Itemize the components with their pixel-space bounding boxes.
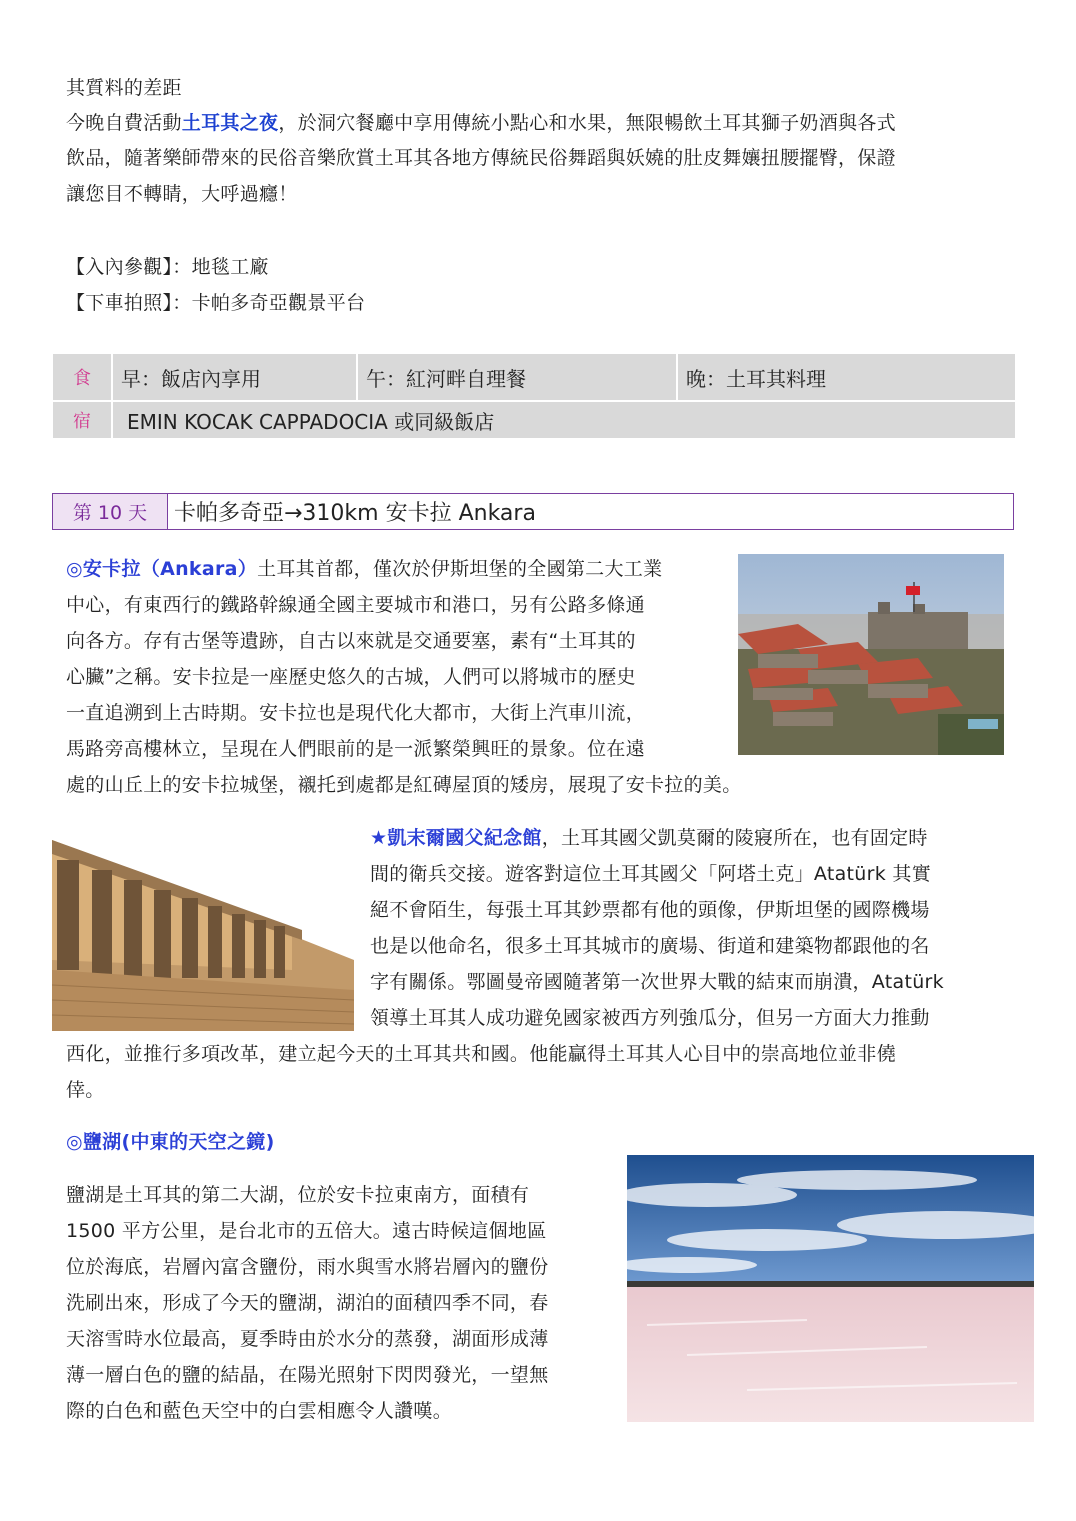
saltlake-line-7: 際的白色和藍色天空中的白雲相應令人讚嘆。 [66,1400,453,1422]
lunch-cell: 午：紅河畔自理餐 [358,354,678,400]
ataturk-line-2: 間的衛兵交接。遊客對這位土耳其國父「阿塔土克」Atatürk 其實 [370,863,932,885]
ataturk-line-6: 領導土耳其人成功避免國家被西方列強瓜分，但另一方面大力推動 [370,1007,930,1029]
saltlake-line-3: 位於海底，岩層內富含鹽份，雨水與雪水將岩層內的鹽份 [66,1256,549,1278]
day-title: 卡帕多奇亞→310km 安卡拉 Ankara [174,501,536,526]
ataturk-mausoleum-image [52,840,354,1031]
saltlake-line-4: 洗刷出來，形成了今天的鹽湖，湖泊的面積四季不同，春 [66,1292,549,1314]
meal-table [53,354,1015,438]
meal-row [53,354,1015,400]
salt-lake-image [627,1155,1034,1422]
ankara-line-4: 心臟”之稱。安卡拉是一座歷史悠久的古城，人們可以將城市的歷史 [66,666,636,688]
ataturk-line-5: 字有關係。鄂圖曼帝國隨著第一次世界大戰的結束而崩潰，Atatürk [370,971,944,993]
hotel-cell: EMIN KOCAK CAPPADOCIA 或同級飯店 [127,409,495,434]
ataturk-line-8: 倖。 [66,1079,105,1101]
day-header [52,493,1014,530]
saltlake-line-6: 薄一層白色的鹽的結晶，在陽光照射下閃閃發光，一望無 [66,1364,549,1386]
ataturk-line-1-text: ，土耳其國父凱莫爾的陵寢所在，也有固定時 [541,827,928,849]
saltlake-line-2: 1500 平方公里，是台北市的五倍大。遠古時候這個地區 [66,1220,547,1242]
intro-line-2: 飲品，隨著樂師帶來的民俗音樂欣賞土耳其各地方傳統民俗舞蹈與妖嬈的肚皮舞孃扭腰擺臀，保證 [66,147,896,169]
stay-key: 宿 [53,402,113,438]
ataturk-line-3: 絕不會陌生，每張土耳其鈔票都有他的頭像，伊斯坦堡的國際機場 [370,899,930,921]
ankara-line-6: 馬路旁高樓林立，呈現在人們眼前的是一派繁榮興旺的景象。位在遠 [66,738,646,760]
intro-line-1-post: ，於洞穴餐廳中享用傳統小點心和水果，無限暢飲土耳其獅子奶酒與各式 [278,112,896,134]
ataturk-heading: ★凱末爾國父紀念館 [370,827,542,849]
ankara-castle-image [738,554,1004,755]
ankara-line-2: 中心，有東西行的鐵路幹線通全國主要城市和港口，另有公路多條通 [66,594,646,616]
food-key: 食 [53,354,113,400]
ataturk-line-4: 也是以他命名，很多土耳其城市的廣場、街道和建築物都跟他的名 [370,935,930,957]
ataturk-line-7: 西化，並推行多項改革，建立起今天的土耳其共和國。他能贏得土耳其人心目中的崇高地位並非僥 [66,1043,896,1065]
saltlake-heading [66,1124,275,1160]
photo-stop-line: 【下車拍照】：卡帕多奇亞觀景平台 [66,292,366,314]
visit-in-line: 【入內參觀】：地毯工廠 [66,256,269,278]
ankara-heading: ◎安卡拉（Ankara） [66,558,258,580]
intro-line-1 [66,105,896,141]
stay-row [53,402,1015,438]
ankara-line-1 [66,551,662,587]
ankara-line-5: 一直追溯到上古時期。安卡拉也是現代化大都市，大街上汽車川流， [66,702,646,724]
turkish-night-link[interactable]: 土耳其之夜 [181,112,279,134]
saltlake-line-5: 天溶雪時水位最高，夏季時由於水分的蒸發，湖面形成薄 [66,1328,549,1350]
intro-line-0: 其質料的差距 [66,77,182,99]
ankara-line-7: 處的山丘上的安卡拉城堡，襯托到處都是紅磚屋頂的矮房，展現了安卡拉的美。 [66,774,742,796]
dinner-cell: 晚：土耳其料理 [686,366,826,391]
breakfast-cell: 早：飯店內享用 [113,354,358,400]
ankara-line-1-text: 土耳其首都，僅次於伊斯坦堡的全國第二大工業 [257,558,663,580]
ataturk-line-1 [370,820,928,856]
day-label: 第 10 天 [53,494,168,529]
saltlake-heading-text: ◎鹽湖(中東的天空之鏡) [66,1131,275,1153]
intro-line-3: 讓您目不轉睛，大呼過癮！ [66,183,298,205]
ankara-line-3: 向各方。存有古堡等遺跡，自古以來就是交通要塞，素有“土耳其的 [66,630,636,652]
intro-line-1-pre: 今晚自費活動 [66,112,182,134]
saltlake-line-1: 鹽湖是土耳其的第二大湖，位於安卡拉東南方，面積有 [66,1184,530,1206]
